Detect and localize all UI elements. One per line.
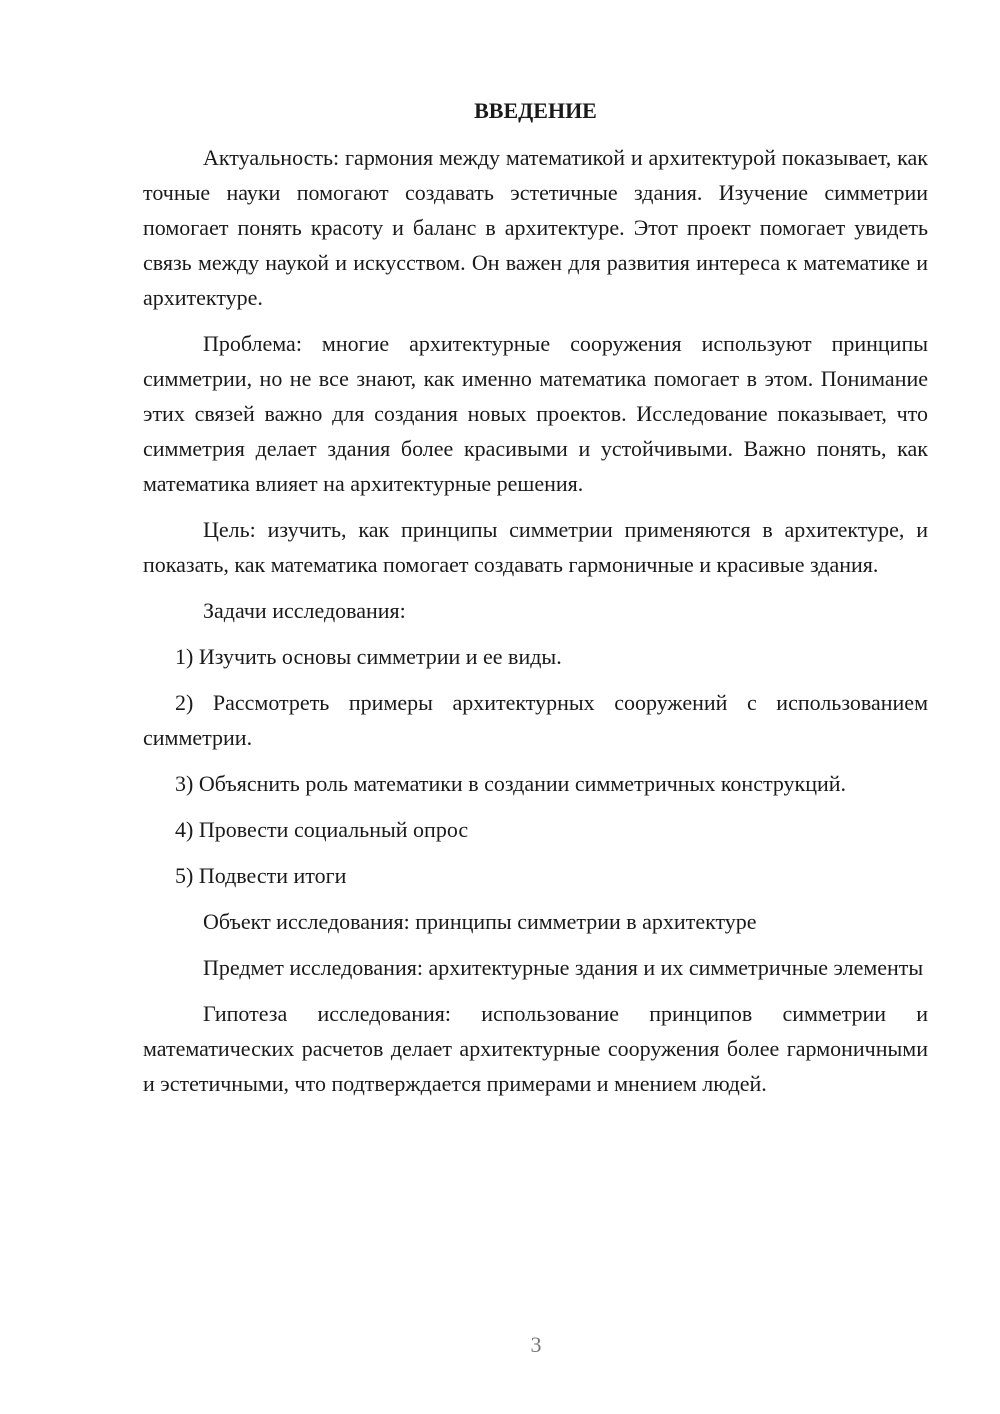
list-item-task-1: 1) Изучить основы симметрии и ее виды. (175, 644, 562, 669)
paragraph-goal: Цель: изучить, как принципы симметрии применяются в архитектуре, и показать, как математика помогает создавать гармоничные и красивые здания. (143, 517, 928, 577)
list-item-task-2: 2) Рассмотреть примеры архитектурных сооружений с использованием симметрии. (143, 690, 928, 750)
tasks-heading: Задачи исследования: (203, 598, 406, 623)
list-item-task-4: 4) Провести социальный опрос (175, 817, 469, 842)
page-title: ВВЕДЕНИЕ (474, 98, 597, 123)
list-item-task-3: 3) Объяснить роль математики в создании симметричных конструкций. (175, 771, 847, 796)
paragraph-hypothesis: Гипотеза исследования: использование принципов симметрии и математических расчетов делает архитектурные сооружения более гармоничными и эстетичными, что подтверждается примерами и мнением людей. (143, 1001, 928, 1096)
paragraph-relevance: Актуальность: гармония между математикой и архитектурой показывает, как точные науки помогают создавать эстетичные здания. Изучение симметрии помогает понять красоту и баланс в архитектуре. Этот проект помогает увидеть связь между наукой и искусством. Он важен для развития интереса к математике и архитектуре. (143, 145, 928, 310)
paragraph-object: Объект исследования: принципы симметрии в архитектуре (203, 909, 757, 934)
tasks-list (143, 639, 928, 893)
paragraph-subject: Предмет исследования: архитектурные здания и их симметричные элементы (203, 955, 924, 980)
list-item-task-5: 5) Подвести итоги (175, 863, 347, 888)
document-page (143, 94, 928, 1112)
paragraph-problem: Проблема: многие архитектурные сооружения используют принципы симметрии, но не все знают, как именно математика помогает в этом. Понимание этих связей важно для создания новых проектов. Исследование показывает, что симметрия делает здания более красивыми и устойчивыми. Важно понять, как математика влияет на архитектурные решения. (143, 331, 928, 496)
page-number: 3 (530, 1332, 542, 1357)
